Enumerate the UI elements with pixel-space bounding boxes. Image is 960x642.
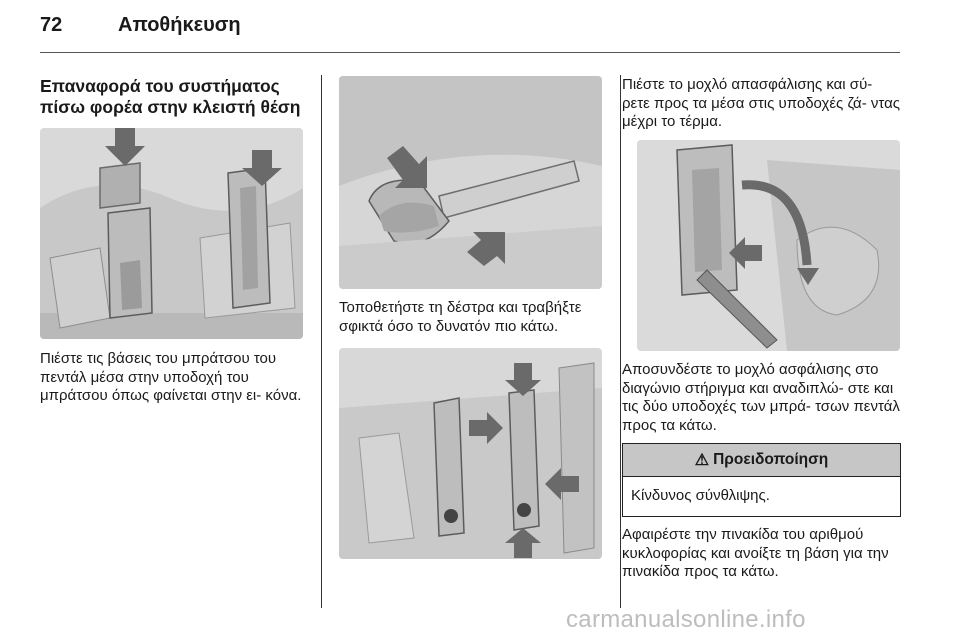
figure-strap bbox=[339, 76, 602, 289]
column-divider-1 bbox=[321, 75, 322, 608]
warning-title: Προειδοποίηση bbox=[713, 451, 829, 468]
column3-paragraph-3: Αφαιρέστε την πινακίδα του αριθμού κυκλοφορίας και ανοίξτε τη βάση για την πινακίδα προς τα κάτω. bbox=[622, 526, 889, 580]
page-header bbox=[40, 14, 241, 44]
illustration-release-lever bbox=[637, 140, 900, 351]
page-number: 72 bbox=[40, 14, 63, 36]
figure-release-lever bbox=[637, 140, 900, 351]
column-divider-2 bbox=[620, 75, 621, 608]
header-divider bbox=[40, 52, 900, 53]
illustration-strap bbox=[339, 76, 602, 289]
warning-text: Κίνδυνος σύνθλιψης. bbox=[631, 487, 770, 504]
illustration-pedal-arms bbox=[339, 348, 602, 559]
warning-box bbox=[622, 443, 901, 517]
column1-paragraph: Πιέστε τις βάσεις του μπράτσου του πεντάλ μέσα στην υποδοχή του μπράτσου όπως φαίνεται στην ει- κόνα. bbox=[40, 350, 302, 404]
illustration-arm-mounts bbox=[40, 128, 303, 339]
warning-icon: ⚠ bbox=[694, 452, 710, 469]
chapter-title: Αποθήκευση bbox=[118, 14, 241, 36]
column3-paragraph-2: Αποσυνδέστε το μοχλό ασφάλισης στο διαγώνιο στήριγμα και αναδιπλώ- στε και τις δύο υποδοχές των μπρά- τσων πεντάλ προς τα κάτω. bbox=[622, 361, 900, 434]
column2-paragraph: Τοποθετήστε τη δέστρα και τραβήξτε σφικτά όσο το δυνατόν πιο κάτω. bbox=[339, 299, 582, 335]
figure-arm-mounts bbox=[40, 128, 303, 339]
warning-header bbox=[623, 444, 900, 477]
section-title: Επαναφορά του συστήματος πίσω φορέα στην κλειστή θέση bbox=[40, 76, 301, 117]
column3-paragraph-1: Πιέστε το μοχλό απασφάλισης και σύ- ρετε προς τα μέσα στις υποδοχές ζά- ντας μέχρι το τέρμα. bbox=[622, 76, 900, 130]
figure-pedal-arms bbox=[339, 348, 602, 559]
watermark: carmanualsonline.info bbox=[566, 606, 806, 633]
